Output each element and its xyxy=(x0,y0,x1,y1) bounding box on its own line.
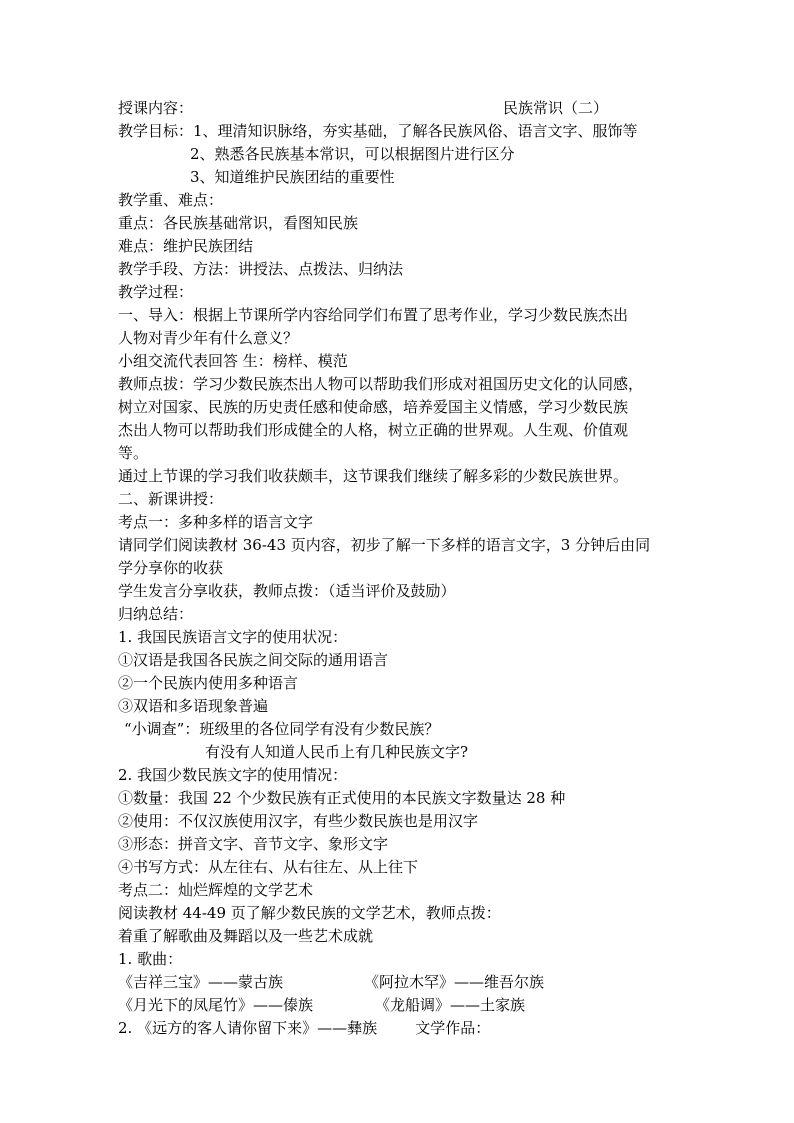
lesson-title: 民族常识（二） xyxy=(503,99,609,117)
text-line: 阅读教材 44-49 页了解少数民族的文学艺术，教师点拨： xyxy=(118,904,501,922)
text-line: 二、新课讲授： xyxy=(118,490,224,508)
text-line: 2. 《远方的客人请你留下来》——彝族 文学作品： xyxy=(118,1019,491,1037)
text-line: 教学重、难点： xyxy=(118,191,224,209)
text-line: 学分享你的收获 xyxy=(118,559,224,577)
text-line: 请同学们阅读教材 36-43 页内容，初步了解一下多样的语言文字，3 分钟后由同 xyxy=(118,536,651,554)
text-line: 3、知道维护民族团结的重要性 xyxy=(190,168,395,186)
text-line: ④书写方式：从左往右、从右往左、从上往下 xyxy=(118,858,419,876)
text-line: 《吉祥三宝》——蒙古族 《阿拉木罕》——维吾尔族 xyxy=(118,973,545,991)
text-line: ①汉语是我国各民族之间交际的通用语言 xyxy=(118,651,389,669)
text-line: 教学手段、方法：讲授法、点拨法、归纳法 xyxy=(118,260,404,278)
text-line: 1. 歌曲： xyxy=(118,950,183,968)
text-line: 着重了解歌曲及舞蹈以及一些艺术成就 xyxy=(118,927,374,945)
text-line: 有没有人知道人民币上有几种民族文字? xyxy=(205,743,469,761)
text-line: 重点：各民族基础常识，看图知民族 xyxy=(118,214,359,232)
lesson-content-label: 授课内容： xyxy=(118,99,194,117)
text-line: 通过上节课的学习我们收获颇丰，这节课我们继续了解多彩的少数民族世界。 xyxy=(118,467,629,485)
text-line: 《月光下的凤尾竹》——傣族 《龙船调》——土家族 xyxy=(118,996,525,1014)
text-line: 教师点拔：学习少数民族杰出人物可以帮助我们形成对祖国历史文化的认同感， xyxy=(118,375,644,393)
text-line: 人物对青少年有什么意义？ xyxy=(118,329,299,347)
text-line: 归纳总结： xyxy=(118,605,194,623)
text-line: ②一个民族内使用多种语言 xyxy=(118,674,299,692)
text-line: ②使用：不仅汉族使用汉字，有些少数民族也是用汉字 xyxy=(118,812,479,830)
text-line: 考点一：多种多样的语言文字 xyxy=(118,513,314,531)
text-line: ③形态：拼音文字、音节文字、象形文字 xyxy=(118,835,389,853)
text-line: 杰出人物可以帮助我们形成健全的人格，树立正确的世界观。人生观、价值观 xyxy=(118,421,629,439)
text-line: 2. 我国少数民族文字的使用情况： xyxy=(118,766,348,784)
text-line: ①数量：我国 22 个少数民族有正式使用的本民族文字数量达 28 种 xyxy=(118,789,566,807)
text-line: 教学目标：1、理清知识脉络，夯实基础，了解各民族风俗、语言文字、服饰等 xyxy=(118,122,638,140)
text-line: 等。 xyxy=(118,444,149,462)
text-line: 学生发言分享收获，教师点拨：（适当评价及鼓励） xyxy=(118,582,456,600)
text-line: 1. 我国民族语言文字的使用状况： xyxy=(118,628,348,646)
text-line: 一、导入：根据上节课所学内容给同学们布置了思考作业，学习少数民族杰出 xyxy=(118,306,629,324)
text-line: 树立对国家、民族的历史责任感和使命感，培养爱国主义情感，学习少数民族 xyxy=(118,398,629,416)
text-line: “小调查”：班级里的各位同学有没有少数民族？ xyxy=(124,720,440,738)
lesson-header xyxy=(118,97,698,119)
text-line: ③双语和多语现象普遍 xyxy=(118,697,269,715)
text-line: 2、熟悉各民族基本常识，可以根据图片进行区分 xyxy=(190,145,515,163)
text-line: 难点：维护民族团结 xyxy=(118,237,254,255)
text-line: 小组交流代表回答 生：榜样、模范 xyxy=(118,352,348,370)
text-line: 教学过程： xyxy=(118,283,194,301)
text-line: 考点二：灿烂辉煌的文学艺术 xyxy=(118,881,314,899)
